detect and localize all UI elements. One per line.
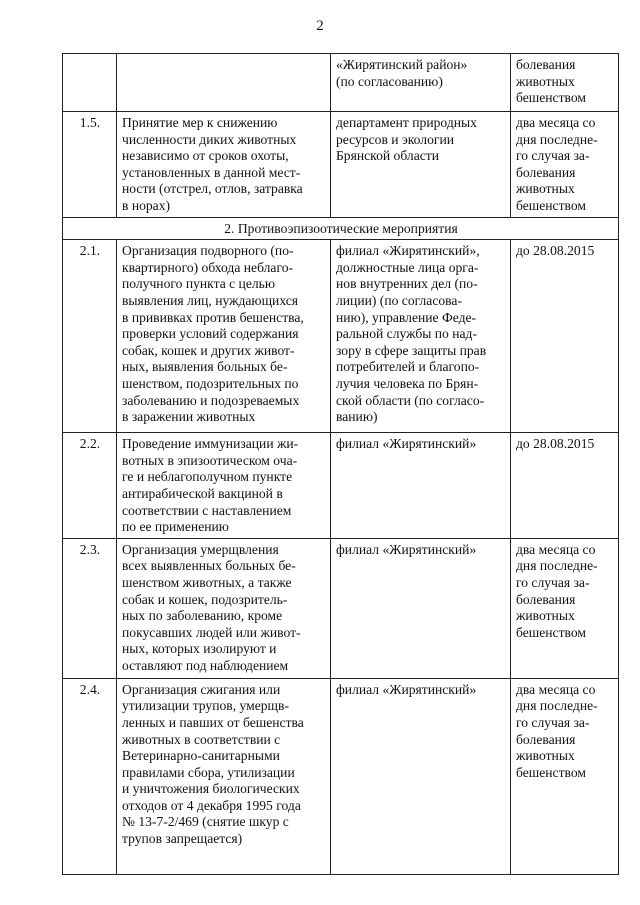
cell-text-line: лучия человека по Брян-: [336, 375, 479, 391]
cell-text-line: филиал «Жирятинский»: [336, 436, 477, 452]
cell-text-line: го случая за-: [516, 574, 590, 590]
action-cell: [117, 678, 331, 874]
cell-text-line: покусавших людей или живот-: [122, 624, 301, 640]
cell-text-line: животных: [516, 73, 575, 89]
cell-text-line: го случая за-: [516, 714, 590, 730]
cell-text-line: шенством животных, а также: [122, 574, 292, 590]
term-cell: [511, 538, 619, 678]
cell-text-line: животных: [516, 608, 575, 624]
cell-text-line: квартирного) обхода неблаго-: [122, 259, 294, 275]
section-header-row: [63, 217, 619, 240]
cell-text-line: болевания: [516, 591, 576, 607]
cell-text-line: ресурсов и экологии: [336, 131, 455, 147]
cell-text-line: бешенством: [516, 90, 586, 106]
cell-text-line: ных по заболеванию, кроме: [122, 608, 283, 624]
page-number: 2: [316, 18, 324, 34]
cell-text-line: ленных и павших от бешенства: [122, 714, 304, 730]
table-row-continuation: [63, 54, 619, 112]
cell-text-line: должностные лица орга-: [336, 259, 479, 275]
cell-text-line: болевания: [516, 164, 576, 180]
cell-text-line: Принятие мер к снижению: [122, 115, 278, 130]
cell-text-line: ных, выявления больных бе-: [122, 359, 288, 375]
cell-text-line: «Жирятинский район»: [336, 57, 468, 72]
action-cell: [117, 240, 331, 433]
cell-text-line: потребителей и благопо-: [336, 359, 480, 375]
cell-text-line: в прививках против бешенства,: [122, 309, 304, 325]
cell-text-line: вотных в эпизоотическом оча-: [122, 452, 298, 468]
cell-text-line: ральной службы по над-: [336, 326, 477, 342]
cell-text-line: Брянской области: [336, 148, 439, 164]
cell-text-line: дня последне-: [516, 131, 598, 147]
table-row-2-1: [63, 240, 619, 433]
cell-text-line: филиал «Жирятинский»: [336, 541, 477, 557]
cell-text-line: отходов от 4 декабря 1995 года: [122, 797, 301, 813]
cell-text-line: соответствии с наставлением: [122, 502, 292, 518]
table-row-2-3: [63, 538, 619, 678]
cell-text-line: до 28.08.2015: [516, 243, 595, 259]
cell-text-line: два месяца со: [516, 681, 596, 697]
cell-text-line: антирабической вакциной в: [122, 485, 283, 501]
term-cell: [511, 54, 619, 112]
responsible-cell: [331, 112, 511, 218]
row-number-cell: 2.3.: [63, 538, 117, 678]
cell-text-line: два месяца со: [516, 541, 596, 557]
cell-text-line: филиал «Жирятинский»,: [336, 243, 480, 259]
term-cell: [511, 678, 619, 874]
table-row-2-2: [63, 433, 619, 539]
cell-text-line: ванию): [336, 409, 378, 425]
cell-text-line: Организация умерщвления: [122, 541, 279, 557]
cell-text-line: и уничтожения биологических: [122, 781, 300, 797]
cell-text-line: до 28.08.2015: [516, 436, 595, 452]
cell-text-line: бешенством: [516, 764, 586, 780]
cell-text-line: ности (отстрел, отлов, затравка: [122, 181, 303, 197]
action-cell: [117, 54, 331, 112]
cell-text-line: Ветеринарно-санитарными: [122, 748, 280, 764]
cell-text-line: бешенством: [516, 624, 586, 640]
cell-text-line: дня последне-: [516, 698, 598, 714]
row-number-cell: 1.5.: [63, 112, 117, 218]
cell-text-line: всех выявленных больных бе-: [122, 558, 296, 574]
cell-text-line: два месяца со: [516, 115, 596, 130]
action-cell: [117, 538, 331, 678]
cell-text-line: Организация сжигания или: [122, 681, 281, 697]
action-cell: [117, 112, 331, 218]
cell-text-line: собак и кошек, подозритель-: [122, 591, 288, 607]
cell-text-line: в заражении животных: [122, 409, 256, 425]
cell-text-line: нию), управление Феде-: [336, 309, 477, 325]
cell-text-line: выявления лиц, нуждающихся: [122, 292, 299, 308]
term-cell: [511, 240, 619, 433]
cell-text-line: Проведение иммунизации жи-: [122, 436, 299, 452]
cell-text-line: го случая за-: [516, 148, 590, 164]
cell-text-line: утилизации трупов, умерщв-: [122, 698, 289, 714]
cell-text-line: № 13-7-2/469 (снятие шкур с: [122, 814, 289, 830]
responsible-cell: [331, 678, 511, 874]
cell-text-line: животных в соответствии с: [122, 731, 281, 747]
row-number-cell: 2.4.: [63, 678, 117, 874]
cell-text-line: лиции) (по согласова-: [336, 292, 462, 308]
cell-text-line: шенством, подозрительных по: [122, 375, 299, 391]
action-cell: [117, 433, 331, 539]
table-row-2-4: [63, 678, 619, 874]
cell-text-line: по ее применению: [122, 519, 229, 535]
table-row-1-5: [63, 112, 619, 218]
cell-text-line: нов внутренних дел (по-: [336, 276, 478, 292]
cell-text-line: оставляют под наблюдением: [122, 657, 289, 673]
cell-text-line: правилами сбора, утилизации: [122, 764, 295, 780]
responsible-cell: [331, 433, 511, 539]
cell-text-line: департамент природных: [336, 115, 477, 130]
cell-text-line: получного пункта с целью: [122, 276, 276, 292]
cell-text-line: численности диких животных: [122, 131, 297, 147]
cell-text-line: зору в сфере защиты прав: [336, 342, 487, 358]
cell-text-line: проверки условий содержания: [122, 326, 299, 342]
cell-text-line: филиал «Жирятинский»: [336, 681, 477, 697]
responsible-cell: [331, 54, 511, 112]
cell-text-line: в норах): [122, 197, 171, 213]
cell-text-line: (по согласованию): [336, 73, 443, 89]
cell-text-line: независимо от сроков охоты,: [122, 148, 289, 164]
cell-text-line: трупов запрещается): [122, 831, 243, 847]
row-number-cell: 2.2.: [63, 433, 117, 539]
cell-text-line: бешенством: [516, 197, 586, 213]
cell-text-line: Организация подворного (по-: [122, 243, 294, 259]
cell-text-line: заболеванию и подозреваемых: [122, 392, 300, 408]
measures-table-body: [63, 54, 619, 875]
cell-text-line: ге и неблагополучном пункте: [122, 469, 293, 485]
cell-text-line: ской области (по согласо-: [336, 392, 485, 408]
row-number-cell: 2.1.: [63, 240, 117, 433]
cell-text-line: болевания: [516, 57, 576, 72]
cell-text-line: собак, кошек и других живот-: [122, 342, 295, 358]
term-cell: [511, 112, 619, 218]
cell-text-line: болевания: [516, 731, 576, 747]
cell-text-line: установленных в данной мест-: [122, 164, 301, 180]
cell-text-line: дня последне-: [516, 558, 598, 574]
cell-text-line: животных: [516, 748, 575, 764]
cell-text-line: ных, которых изолируют и: [122, 641, 277, 657]
responsible-cell: [331, 538, 511, 678]
responsible-cell: [331, 240, 511, 433]
measures-table: [62, 53, 619, 875]
cell-text-line: животных: [516, 181, 575, 197]
row-number-cell: [63, 54, 117, 112]
section-title: 2. Противоэпизоотические мероприятия: [63, 217, 619, 240]
term-cell: [511, 433, 619, 539]
